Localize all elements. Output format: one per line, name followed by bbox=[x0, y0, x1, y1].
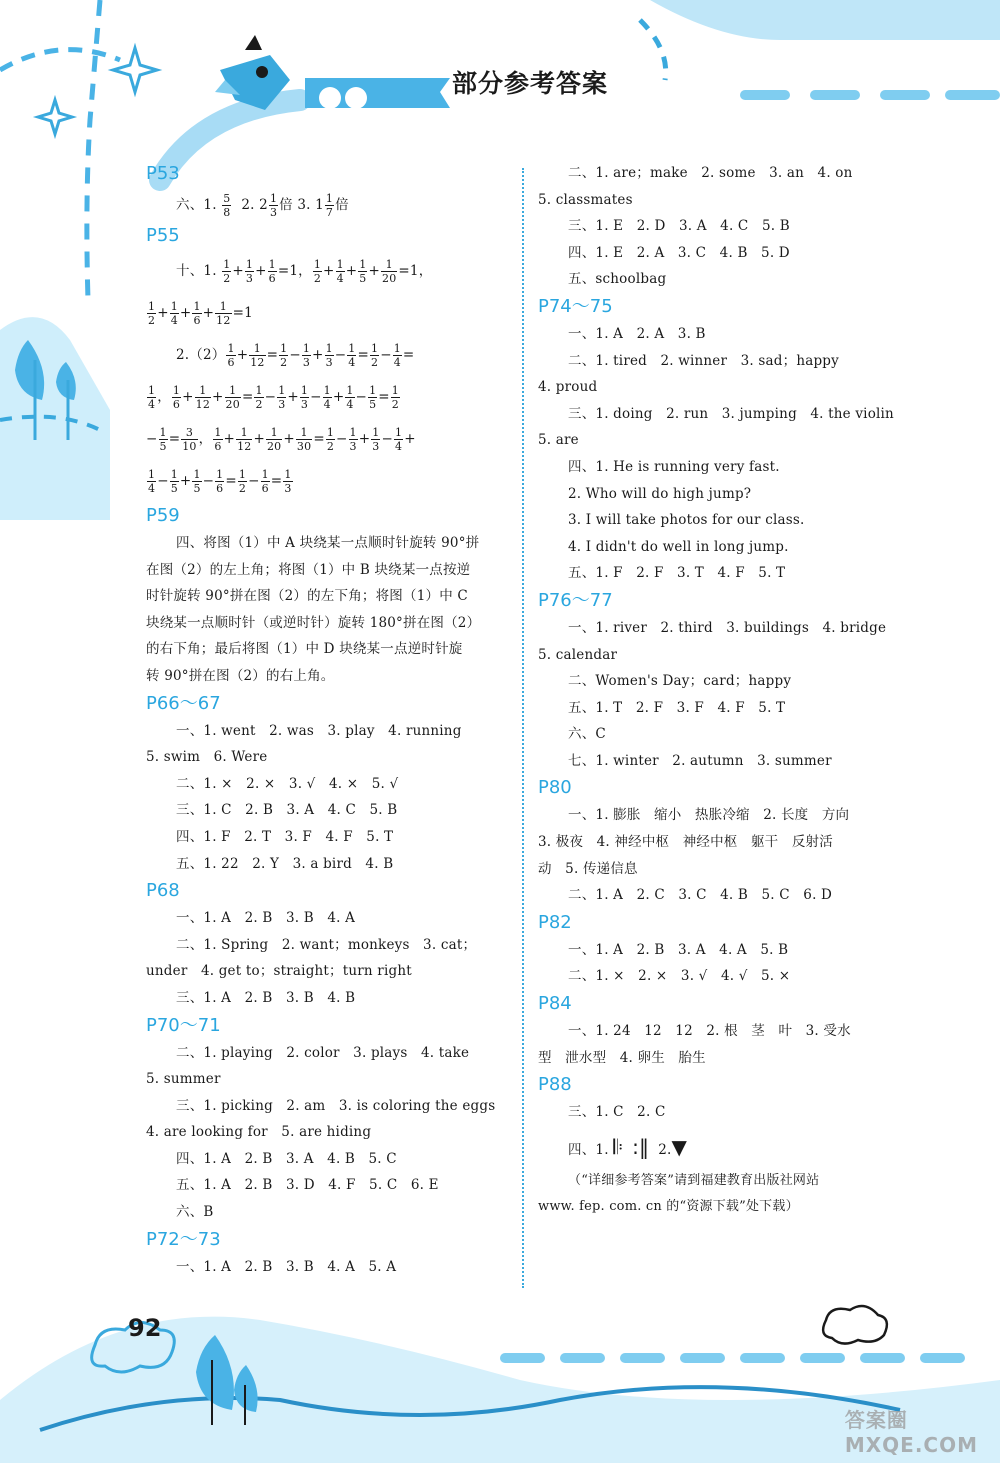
answer-line: 六、C bbox=[568, 726, 606, 743]
math-line: $\frac{1}{4}$ ， $\frac{1}{6}$ + $\frac{1}{12}$ + $\frac{1}{20}$ = $\frac{1}{2}$ − $\frac{1}{3}$ + $\frac{1}{3}$ − $\frac{1}{4}$ + $\frac{1}{4}$ − $\frac{1}{5}$ = $\frac{1}{2}$ bbox=[148, 384, 399, 411]
answer-line: 时针旋转 90°拼在图（2）的左下角；将图（1）中 C bbox=[146, 588, 468, 605]
column-divider bbox=[522, 168, 524, 1288]
left-column bbox=[146, 160, 510, 1280]
answer-line: 七、1. winter 2. autumn 3. summer bbox=[568, 752, 832, 769]
answer-line: 动 5. 传递信息 bbox=[538, 860, 638, 877]
answer-line: 5. are bbox=[538, 432, 579, 449]
answer-line: 4. I didn't do well in long jump. bbox=[568, 538, 789, 555]
answer-line: 三、1. picking 2. am 3. is coloring the eggs bbox=[176, 1097, 496, 1114]
accent-triangle-icon: ▼ bbox=[671, 1134, 688, 1159]
answer-line: 二、Women's Day；card；happy bbox=[568, 673, 792, 690]
section-heading-p88: P88 bbox=[538, 1074, 572, 1096]
section-heading-p82: P82 bbox=[538, 911, 572, 933]
answer-line: 五、1. 22 2. Y 3. a bird 4. B bbox=[176, 855, 394, 872]
math-line: $\frac{1}{4}$ − $\frac{1}{5}$ + $\frac{1}{5}$ − $\frac{1}{6}$ = $\frac{1}{2}$ − $\frac{1}{6}$ = $\frac{1}{3}$ bbox=[148, 468, 292, 495]
section-heading-p76: P76～77 bbox=[538, 589, 613, 611]
section-heading-p53: P53 bbox=[146, 163, 180, 184]
answer-line: 一、1. A 2. B 3. B 4. A 5. A bbox=[176, 1258, 397, 1275]
answer-line: 4. are looking for 5. are hiding bbox=[146, 1124, 372, 1141]
section-heading-p55: P55 bbox=[146, 225, 180, 246]
star-icon bbox=[38, 100, 72, 134]
section-heading-p66: P66～67 bbox=[146, 692, 221, 714]
answer-line: 三、1. C 2. C bbox=[568, 1104, 666, 1121]
answer-line: 三、1. doing 2. run 3. jumping 4. the violin bbox=[568, 405, 894, 422]
answer-line: 2. Who will do high jump? bbox=[568, 485, 752, 502]
answer-line: 一、1. A 2. B 3. A 4. A 5. B bbox=[568, 941, 789, 958]
answer-line: 一、1. went 2. was 3. play 4. running bbox=[176, 722, 462, 739]
answer-line: 在图（2）的左上角；将图（1）中 B 块绕某一点按逆 bbox=[146, 561, 471, 578]
repeat-start-icon: 𝄆 bbox=[613, 1134, 624, 1159]
math-line: 2.（2） $\frac{1}{6}$ + $\frac{1}{12}$ = $\frac{1}{2}$ − $\frac{1}{3}$ + $\frac{1}{3}$ − $\frac{1}{4}$ = $\frac{1}{2}$ − $\frac{1}{4}$ = bbox=[176, 342, 415, 369]
answer-line: 二、1. × 2. × 3. √ 4. √ 5. × bbox=[568, 968, 791, 985]
section-heading-p84: P84 bbox=[538, 993, 572, 1015]
answer-line: 一、1. river 2. third 3. buildings 4. bridge bbox=[568, 619, 887, 636]
answer-line: 5. classmates bbox=[538, 191, 633, 208]
right-column bbox=[538, 160, 906, 1221]
section-heading-p59: P59 bbox=[146, 505, 180, 526]
answer-line: 四、1. A 2. B 3. A 4. B 5. C bbox=[176, 1150, 397, 1167]
answer-line: 5. swim 6. Were bbox=[146, 749, 268, 766]
answer-line: 块绕某一点顺时针（或逆时针）旋转 180°拼在图（2） bbox=[146, 614, 481, 631]
answer-line: 四、1. He is running very fast. bbox=[568, 458, 780, 475]
answer-line: 一、1. 膨胀 缩小 热胀冷缩 2. 长度 方向 bbox=[568, 807, 850, 824]
answer-line: 二、1. are；make 2. some 3. an 4. on bbox=[568, 165, 853, 181]
watermark-logo: 答案圈 MXQE.COM bbox=[844, 1408, 978, 1457]
section-heading-p72: P72～73 bbox=[146, 1228, 221, 1250]
math-line: − $\frac{1}{5}$ = $\frac{3}{10}$ ， $\frac{1}{6}$ + $\frac{1}{12}$ + $\frac{1}{20}$ + $\frac{1}{30}$ = $\frac{1}{2}$ − $\frac{1}{3}$ + $\frac{1}{3}$ − $\frac{1}{4}$ + bbox=[146, 426, 416, 453]
answer-line: 型 泄水型 4. 卵生 胎生 bbox=[538, 1049, 706, 1066]
section-heading-p74: P74～75 bbox=[538, 295, 613, 317]
answer-line: under 4. get to；straight；turn right bbox=[146, 963, 412, 980]
answer-line: 3. 极夜 4. 神经中枢 神经中枢 躯干 反射活 bbox=[538, 834, 833, 851]
download-note: （“详细参考答案”请到福建教育出版社网站 bbox=[568, 1172, 820, 1188]
math-line: 十、1. $\frac{1}{2}$ + $\frac{1}{3}$ + $\frac{1}{6}$ =1， $\frac{1}{2}$ + $\frac{1}{4}$ + $\frac{1}{5}$ + $\frac{1}{20}$ =1， bbox=[176, 258, 433, 285]
download-note: www. fep. com. cn 的“资源下载”处下载） bbox=[538, 1199, 799, 1215]
answer-line: 三、1. A 2. B 3. B 4. B bbox=[176, 989, 356, 1006]
answer-line: 五、schoolbag bbox=[568, 271, 667, 288]
answer-line: 转 90°拼在图（2）的右上角。 bbox=[146, 667, 335, 684]
answer-line: 六、B bbox=[176, 1204, 214, 1221]
answer-line: 5. summer bbox=[146, 1071, 221, 1088]
answer-line: 四、将图（1）中 A 块绕某一点顺时针旋转 90°拼 bbox=[176, 535, 480, 551]
answer-line: 二、1. A 2. C 3. C 4. B 5. C 6. D bbox=[568, 887, 833, 904]
answer-line: 5. calendar bbox=[538, 646, 618, 663]
star-icon bbox=[113, 48, 157, 92]
answer-line: 六、1. $\frac{5}{8}$ 2. 2 $\frac{1}{3}$ 倍 3. 1 $\frac{1}{7}$ 倍 bbox=[176, 192, 349, 219]
answer-line: 五、1. F 2. F 3. T 4. F 5. T bbox=[568, 565, 786, 582]
math-line: $\frac{1}{2}$ + $\frac{1}{4}$ + $\frac{1}{6}$ + $\frac{1}{12}$ =1 bbox=[148, 300, 253, 327]
answer-line: 二、1. × 2. × 3. √ 4. × 5. √ bbox=[176, 775, 399, 792]
answer-line: 4. proud bbox=[538, 379, 598, 396]
answer-line: 二、1. Spring 2. want；monkeys 3. cat； bbox=[176, 936, 477, 953]
answer-line: 三、1. C 2. B 3. A 4. C 5. B bbox=[176, 802, 398, 819]
answer-line: 的右下角；最后将图（1）中 D 块绕某一点逆时针旋 bbox=[146, 641, 463, 658]
page-number: 92 bbox=[128, 1314, 162, 1342]
answer-line: 四、1. F 2. T 3. F 4. F 5. T bbox=[176, 828, 394, 845]
answer-line: 四、1. E 2. A 3. C 4. B 5. D bbox=[568, 244, 790, 261]
answer-line: 三、1. E 2. D 3. A 4. C 5. B bbox=[568, 218, 790, 235]
answer-line: 二、1. playing 2. color 3. plays 4. take bbox=[176, 1044, 470, 1061]
page-title: 部分参考答案 bbox=[452, 69, 609, 98]
answer-line: 二、1. tired 2. winner 3. sad；happy bbox=[568, 352, 839, 369]
repeat-end-icon: :‖ bbox=[632, 1134, 650, 1159]
section-heading-p70: P70～71 bbox=[146, 1014, 221, 1036]
answer-line: 五、1. T 2. F 3. F 4. F 5. T bbox=[568, 699, 786, 716]
answer-line: 3. I will take photos for our class. bbox=[568, 512, 805, 529]
music-symbol-line: 四、1. 𝄆 :‖ 2.▼ bbox=[568, 1134, 688, 1159]
answer-line: 一、1. A 2. A 3. B bbox=[568, 325, 706, 342]
cloud-icon bbox=[823, 1306, 887, 1344]
section-heading-p80: P80 bbox=[538, 777, 572, 799]
answer-line: 一、1. A 2. B 3. B 4. A bbox=[176, 910, 356, 927]
answer-line: 五、1. A 2. B 3. D 4. F 5. C 6. E bbox=[176, 1177, 439, 1194]
answer-line: 一、1. 24 12 12 2. 根 茎 叶 3. 受水 bbox=[568, 1023, 851, 1040]
section-heading-p68: P68 bbox=[146, 880, 180, 902]
